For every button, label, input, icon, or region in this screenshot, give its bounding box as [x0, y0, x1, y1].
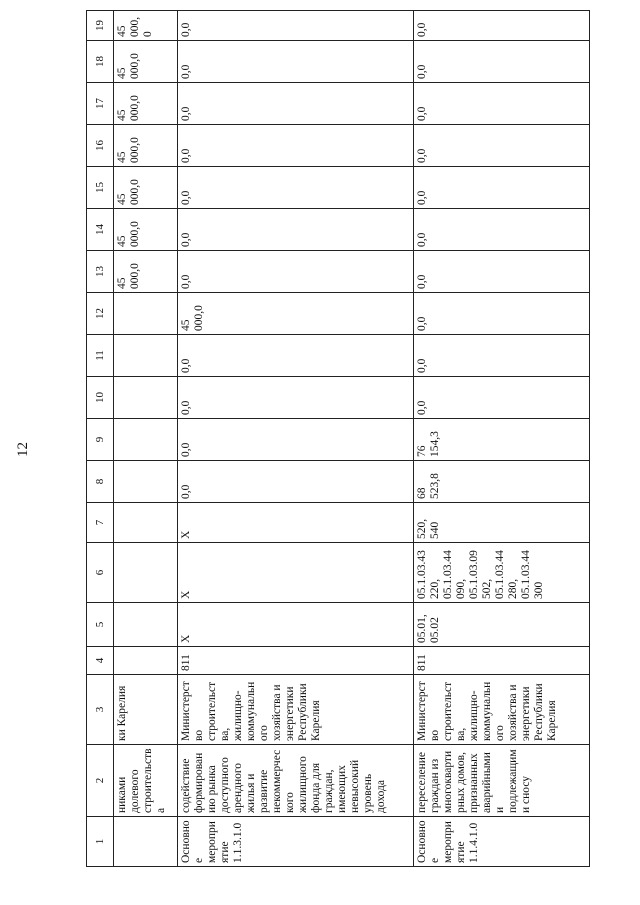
table-cell: 45 000,0: [114, 209, 178, 251]
table-cell: 45 000,0: [178, 293, 414, 335]
col-header: 19: [87, 11, 114, 41]
table-cell: 0,0: [178, 377, 414, 419]
col-header: 14: [87, 209, 114, 251]
table-cell: 0,0: [178, 125, 414, 167]
table-cell: 76 154,3: [414, 419, 590, 461]
table-cell: 811: [414, 647, 590, 675]
table-cell: 0,0: [414, 377, 590, 419]
table-cell: 0,0: [414, 41, 590, 83]
table-cell: [114, 335, 178, 377]
table-cell: 811: [178, 647, 414, 675]
table-cell: 45 000,0: [114, 167, 178, 209]
table-cell: [114, 377, 178, 419]
col-header: 5: [87, 603, 114, 647]
table-cell: [114, 603, 178, 647]
table-cell: Основное мероприятие 1.1.4.1.0: [414, 817, 590, 867]
col-header: 8: [87, 461, 114, 503]
page-number: 12: [15, 442, 31, 457]
table-cell: 45 000,0: [114, 83, 178, 125]
table-row: [114, 11, 178, 867]
col-header: 11: [87, 335, 114, 377]
table-cell: 45 000,0: [114, 125, 178, 167]
table-cell: 05.1.03.43220, 05.1.03.44090, 05.1.03.09502, 05.1.03.44280, 05.1.03.44300: [414, 543, 590, 603]
col-header: 13: [87, 251, 114, 293]
table-cell: 0,0: [178, 41, 414, 83]
table-cell: 0,0: [414, 335, 590, 377]
col-header: 1: [87, 817, 114, 867]
table-cell: 45 000,0: [114, 41, 178, 83]
table-cell: [114, 461, 178, 503]
table-cell: [114, 293, 178, 335]
table-cell: 0,0: [414, 293, 590, 335]
table-cell: 68 523,8: [414, 461, 590, 503]
table-cell: 0,0: [178, 209, 414, 251]
table-cell: Министерство строительства, жилищно-коммунального хозяйства и энергетики Республики Карелия: [178, 675, 414, 745]
table-row: [178, 11, 414, 867]
table-cell: 0,0: [178, 251, 414, 293]
col-header: 12: [87, 293, 114, 335]
table-cell: 0,0: [178, 461, 414, 503]
table-cell: 0,0: [414, 167, 590, 209]
table-cell: 520, 540: [414, 503, 590, 543]
table-cell: 05.01, 05.02: [414, 603, 590, 647]
table-cell: 0,0: [178, 167, 414, 209]
table-area: [86, 16, 590, 867]
col-header: 7: [87, 503, 114, 543]
table-cell: никами долевого строительства: [114, 745, 178, 817]
table-cell: 0,0: [178, 83, 414, 125]
col-header: 18: [87, 41, 114, 83]
col-header: 9: [87, 419, 114, 461]
col-header: 2: [87, 745, 114, 817]
funding-table: [86, 10, 590, 867]
table-cell: 0,0: [414, 11, 590, 41]
rotated-table-container: [86, 16, 590, 867]
header-row: [87, 11, 114, 867]
table-cell: Министерство строительства, жилищно-коммунального хозяйства и энергетики Республики Карелия: [414, 675, 590, 745]
table-cell: переселение граждан из многоквартирных домов, признанных аварийными и подлежащими сносу: [414, 745, 590, 817]
table-row: [414, 11, 590, 867]
table-cell: 0,0: [178, 335, 414, 377]
col-header: 10: [87, 377, 114, 419]
col-header: 6: [87, 543, 114, 603]
table-cell: [114, 817, 178, 867]
table-cell: Основное мероприятие 1.1.3.1.0: [178, 817, 414, 867]
table-cell: [114, 647, 178, 675]
col-header: 4: [87, 647, 114, 675]
table-cell: 0,0: [178, 419, 414, 461]
table-cell: 45 000,0: [114, 11, 178, 41]
col-header: 15: [87, 167, 114, 209]
col-header: 3: [87, 675, 114, 745]
table-cell: 0,0: [414, 125, 590, 167]
col-header: 17: [87, 83, 114, 125]
table-cell: ки Карелия: [114, 675, 178, 745]
table-cell: [114, 503, 178, 543]
table-cell: X: [178, 543, 414, 603]
table-cell: 0,0: [414, 83, 590, 125]
col-header: 16: [87, 125, 114, 167]
table-cell: X: [178, 603, 414, 647]
table-cell: 0,0: [414, 209, 590, 251]
table-cell: содействие формированию рынка доступного арендного жилья и развитие некоммерческого жилищного фонда для граждан, имеющих невысокий уровень дохода: [178, 745, 414, 817]
table-cell: 45 000,0: [114, 251, 178, 293]
table-cell: 0,0: [178, 11, 414, 41]
table-cell: [114, 543, 178, 603]
table-cell: X: [178, 503, 414, 543]
table-cell: 0,0: [414, 251, 590, 293]
table-cell: [114, 419, 178, 461]
